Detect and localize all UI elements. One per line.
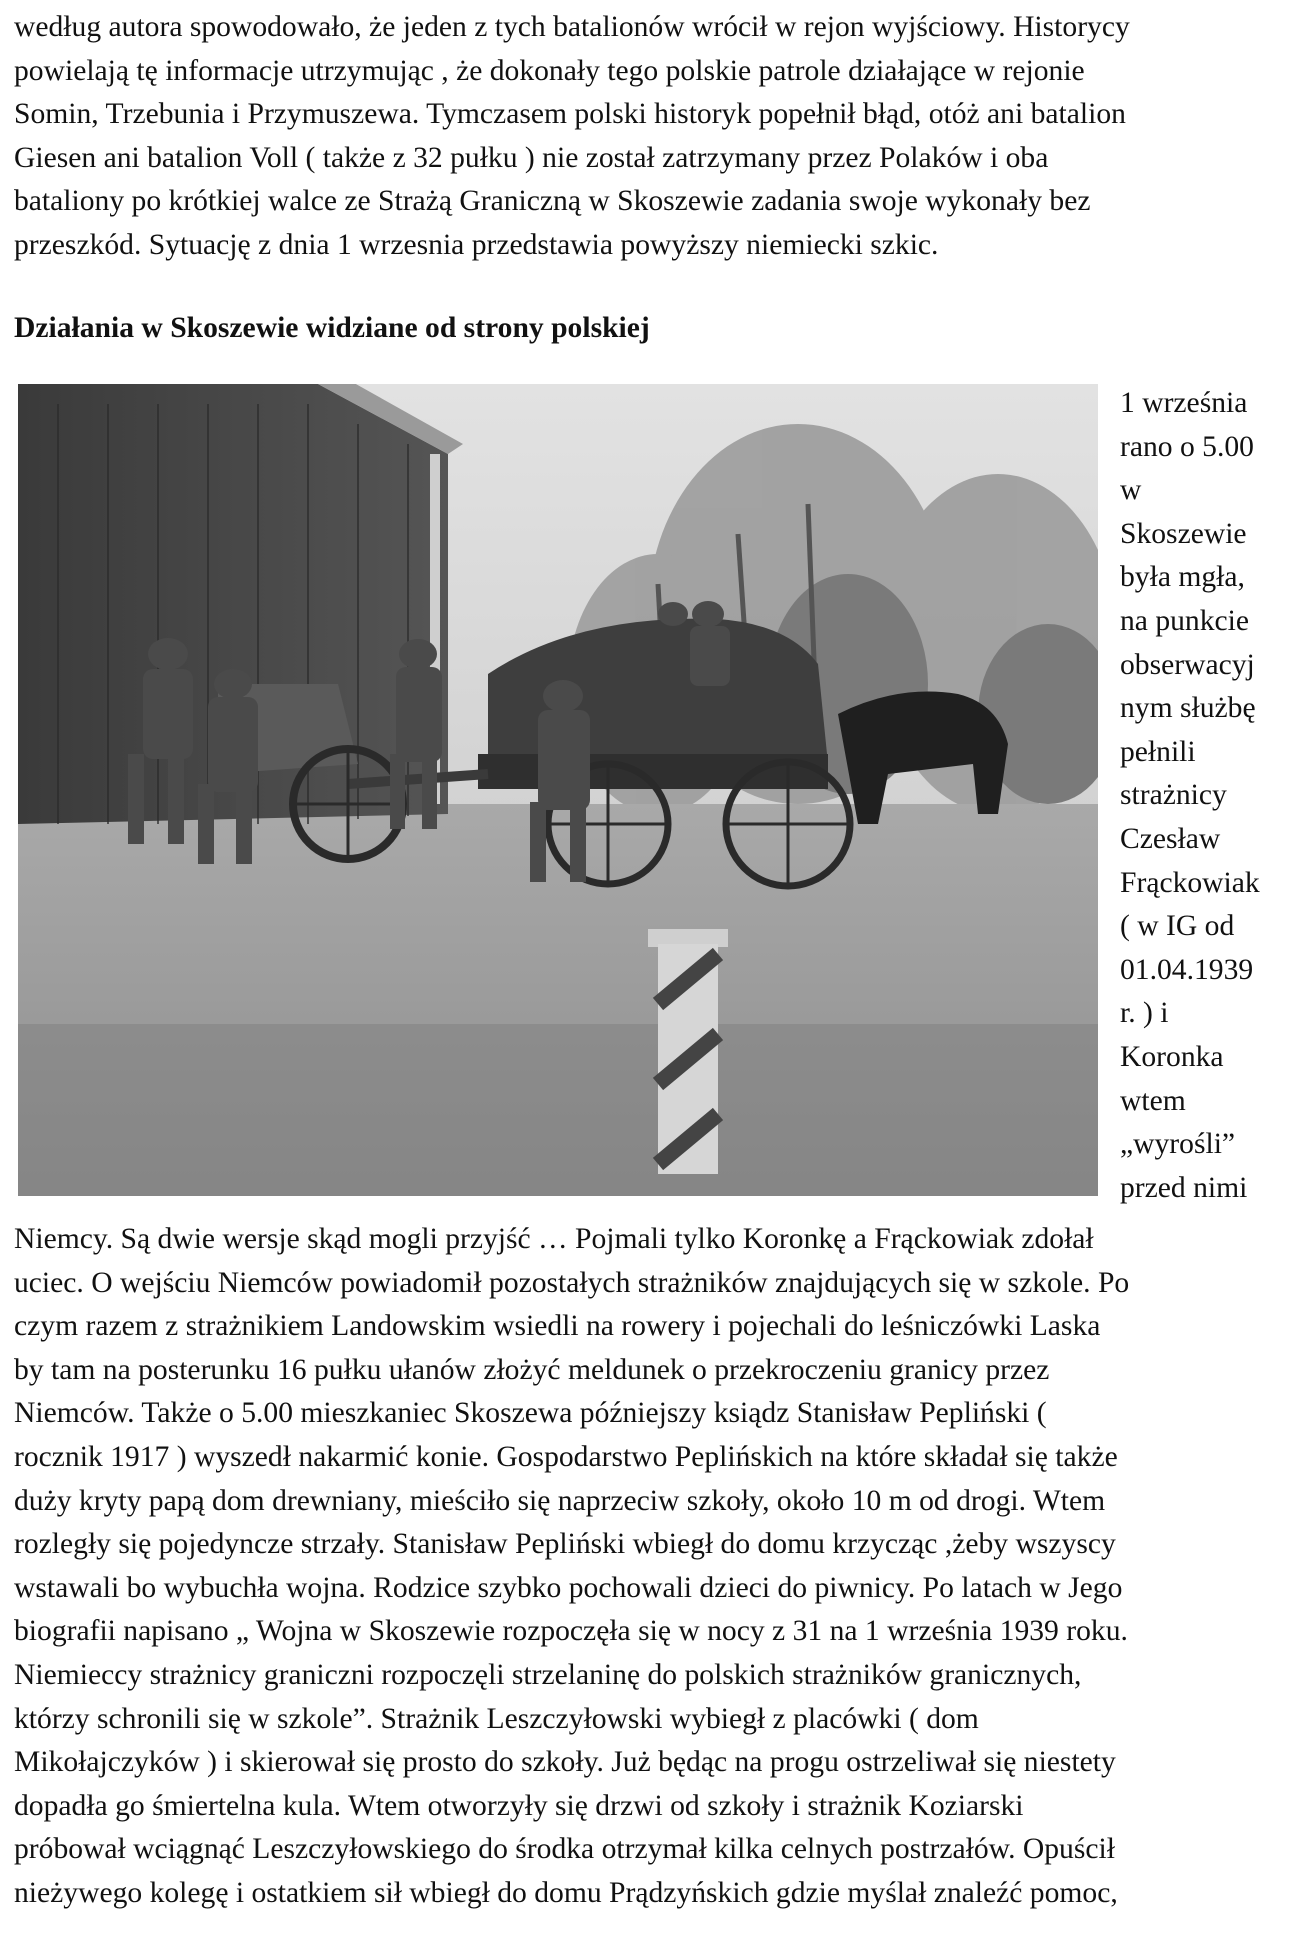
text-line: by tam na posterunku 16 pułku ułanów złożyć meldunek o przekroczeniu granicy przez	[14, 1353, 1050, 1386]
side-text-line: była mgła,	[1120, 561, 1245, 594]
side-text-line: w	[1120, 474, 1142, 507]
side-text-line: wtem	[1120, 1084, 1186, 1117]
text-line: Niemców. Także o 5.00 mieszkaniec Skoszewa późniejszy ksiądz Stanisław Pepliński (	[14, 1397, 1047, 1430]
side-text-line: 01.04.1939	[1120, 953, 1254, 986]
text-line: dopadła go śmiertelna kula. Wtem otworzyły się drzwi od szkoły i strażnik Koziarski	[14, 1789, 1024, 1822]
text-line: nieżywego kolegę i ostatkiem sił wbiegł do domu Prądzyńskich gdzie myślał znaleźć pomoc,	[14, 1876, 1118, 1909]
side-text-line: przed nimi	[1120, 1171, 1248, 1204]
intro-paragraph	[14, 6, 1284, 268]
side-text-line: nym służbę	[1120, 692, 1256, 725]
text-line: uciec. O wejściu Niemców powiadomił pozostałych strażników znajdujących się w szkole. Po	[14, 1266, 1130, 1299]
text-line: którzy schronili się w szkole”. Strażnik Leszczyłowski wybiegł z placówki ( dom	[14, 1702, 979, 1735]
side-text-line: ( w IG od	[1120, 910, 1235, 943]
text-line: próbował wciągnąć Leszczyłowskiego do środka otrzymał kilka celnych postrzałów. Opuścił	[14, 1833, 1115, 1866]
side-paragraph	[1120, 382, 1290, 1210]
side-text-line: 1 września	[1120, 387, 1248, 419]
body-paragraph	[14, 1218, 1289, 1916]
soldiers-with-gun-and-wagon-photo	[18, 384, 1098, 1196]
text-line: Niemcy. Są dwie wersje skąd mogli przyjść … Pojmali tylko Koronkę a Frąckowiak zdołał	[14, 1223, 1094, 1255]
text-line: duży kryty papą dom drewniany, mieściło się naprzeciw szkoły, około 10 m od drogi. Wtem	[14, 1484, 1106, 1517]
text-line: Giesen ani batalion Voll ( także z 32 pułku ) nie został zatrzymany przez Polaków i oba	[14, 141, 1049, 174]
historical-photograph	[18, 384, 1098, 1196]
text-line: biografii napisano „ Wojna w Skoszewie rozpoczęła się w nocy z 31 na 1 września 1939 roku.	[14, 1615, 1128, 1648]
side-text-line: r. ) i	[1120, 997, 1169, 1030]
side-text-line: Frąckowiak	[1120, 866, 1260, 899]
side-text-line: Czesław	[1120, 822, 1221, 855]
side-text-line: Skoszewie	[1120, 517, 1247, 550]
section-heading: Działania w Skoszewie widziane od strony polskiej	[14, 312, 650, 344]
text-line: bataliony po krótkiej walce ze Strażą Graniczną w Skoszewie zadania swoje wykonały bez	[14, 185, 1091, 218]
text-line: powielają tę informacje utrzymując , że dokonały tego polskie patrole działające w rejonie	[14, 54, 1085, 87]
text-line: Mikołajczyków ) i skierował się prosto do szkoły. Już będąc na progu ostrzeliwał się niestety	[14, 1746, 1116, 1779]
side-text-line: „wyrośli”	[1120, 1128, 1236, 1161]
text-line: rozległy się pojedyncze strzały. Stanisław Pepliński wbiegł do domu krzycząc ,żeby wszyscy	[14, 1528, 1116, 1561]
text-line: czym razem z strażnikiem Landowskim wsiedli na rowery i pojechali do leśniczówki Laska	[14, 1310, 1101, 1343]
side-text-line: obserwacyj	[1120, 648, 1255, 681]
side-text-line: Koronka	[1120, 1040, 1224, 1073]
side-text-line: rano o 5.00	[1120, 430, 1254, 463]
text-line: wstawali bo wybuchła wojna. Rodzice szybko pochowali dzieci do piwnicy. Po latach w Jego	[14, 1571, 1123, 1604]
text-line: rocznik 1917 ) wyszedł nakarmić konie. Gospodarstwo Peplińskich na które składał się także	[14, 1440, 1118, 1473]
side-text-line: strażnicy	[1120, 779, 1227, 812]
side-text-line: na punkcie	[1120, 604, 1250, 637]
text-line: przeszkód. Sytuację z dnia 1 wrzesnia przedstawia powyższy niemiecki szkic.	[14, 228, 939, 261]
text-line: Somin, Trzebunia i Przymuszewa. Tymczasem polski historyk popełnił błąd, otóż ani batalion	[14, 98, 1126, 131]
side-text-line: pełnili	[1120, 735, 1196, 768]
text-line: Niemieccy strażnicy graniczni rozpoczęli strzelaninę do polskich strażników granicznych,	[14, 1658, 1082, 1691]
text-line: według autora spowodowało, że jeden z tych batalionów wrócił w rejon wyjściowy. Historycy	[14, 11, 1130, 43]
